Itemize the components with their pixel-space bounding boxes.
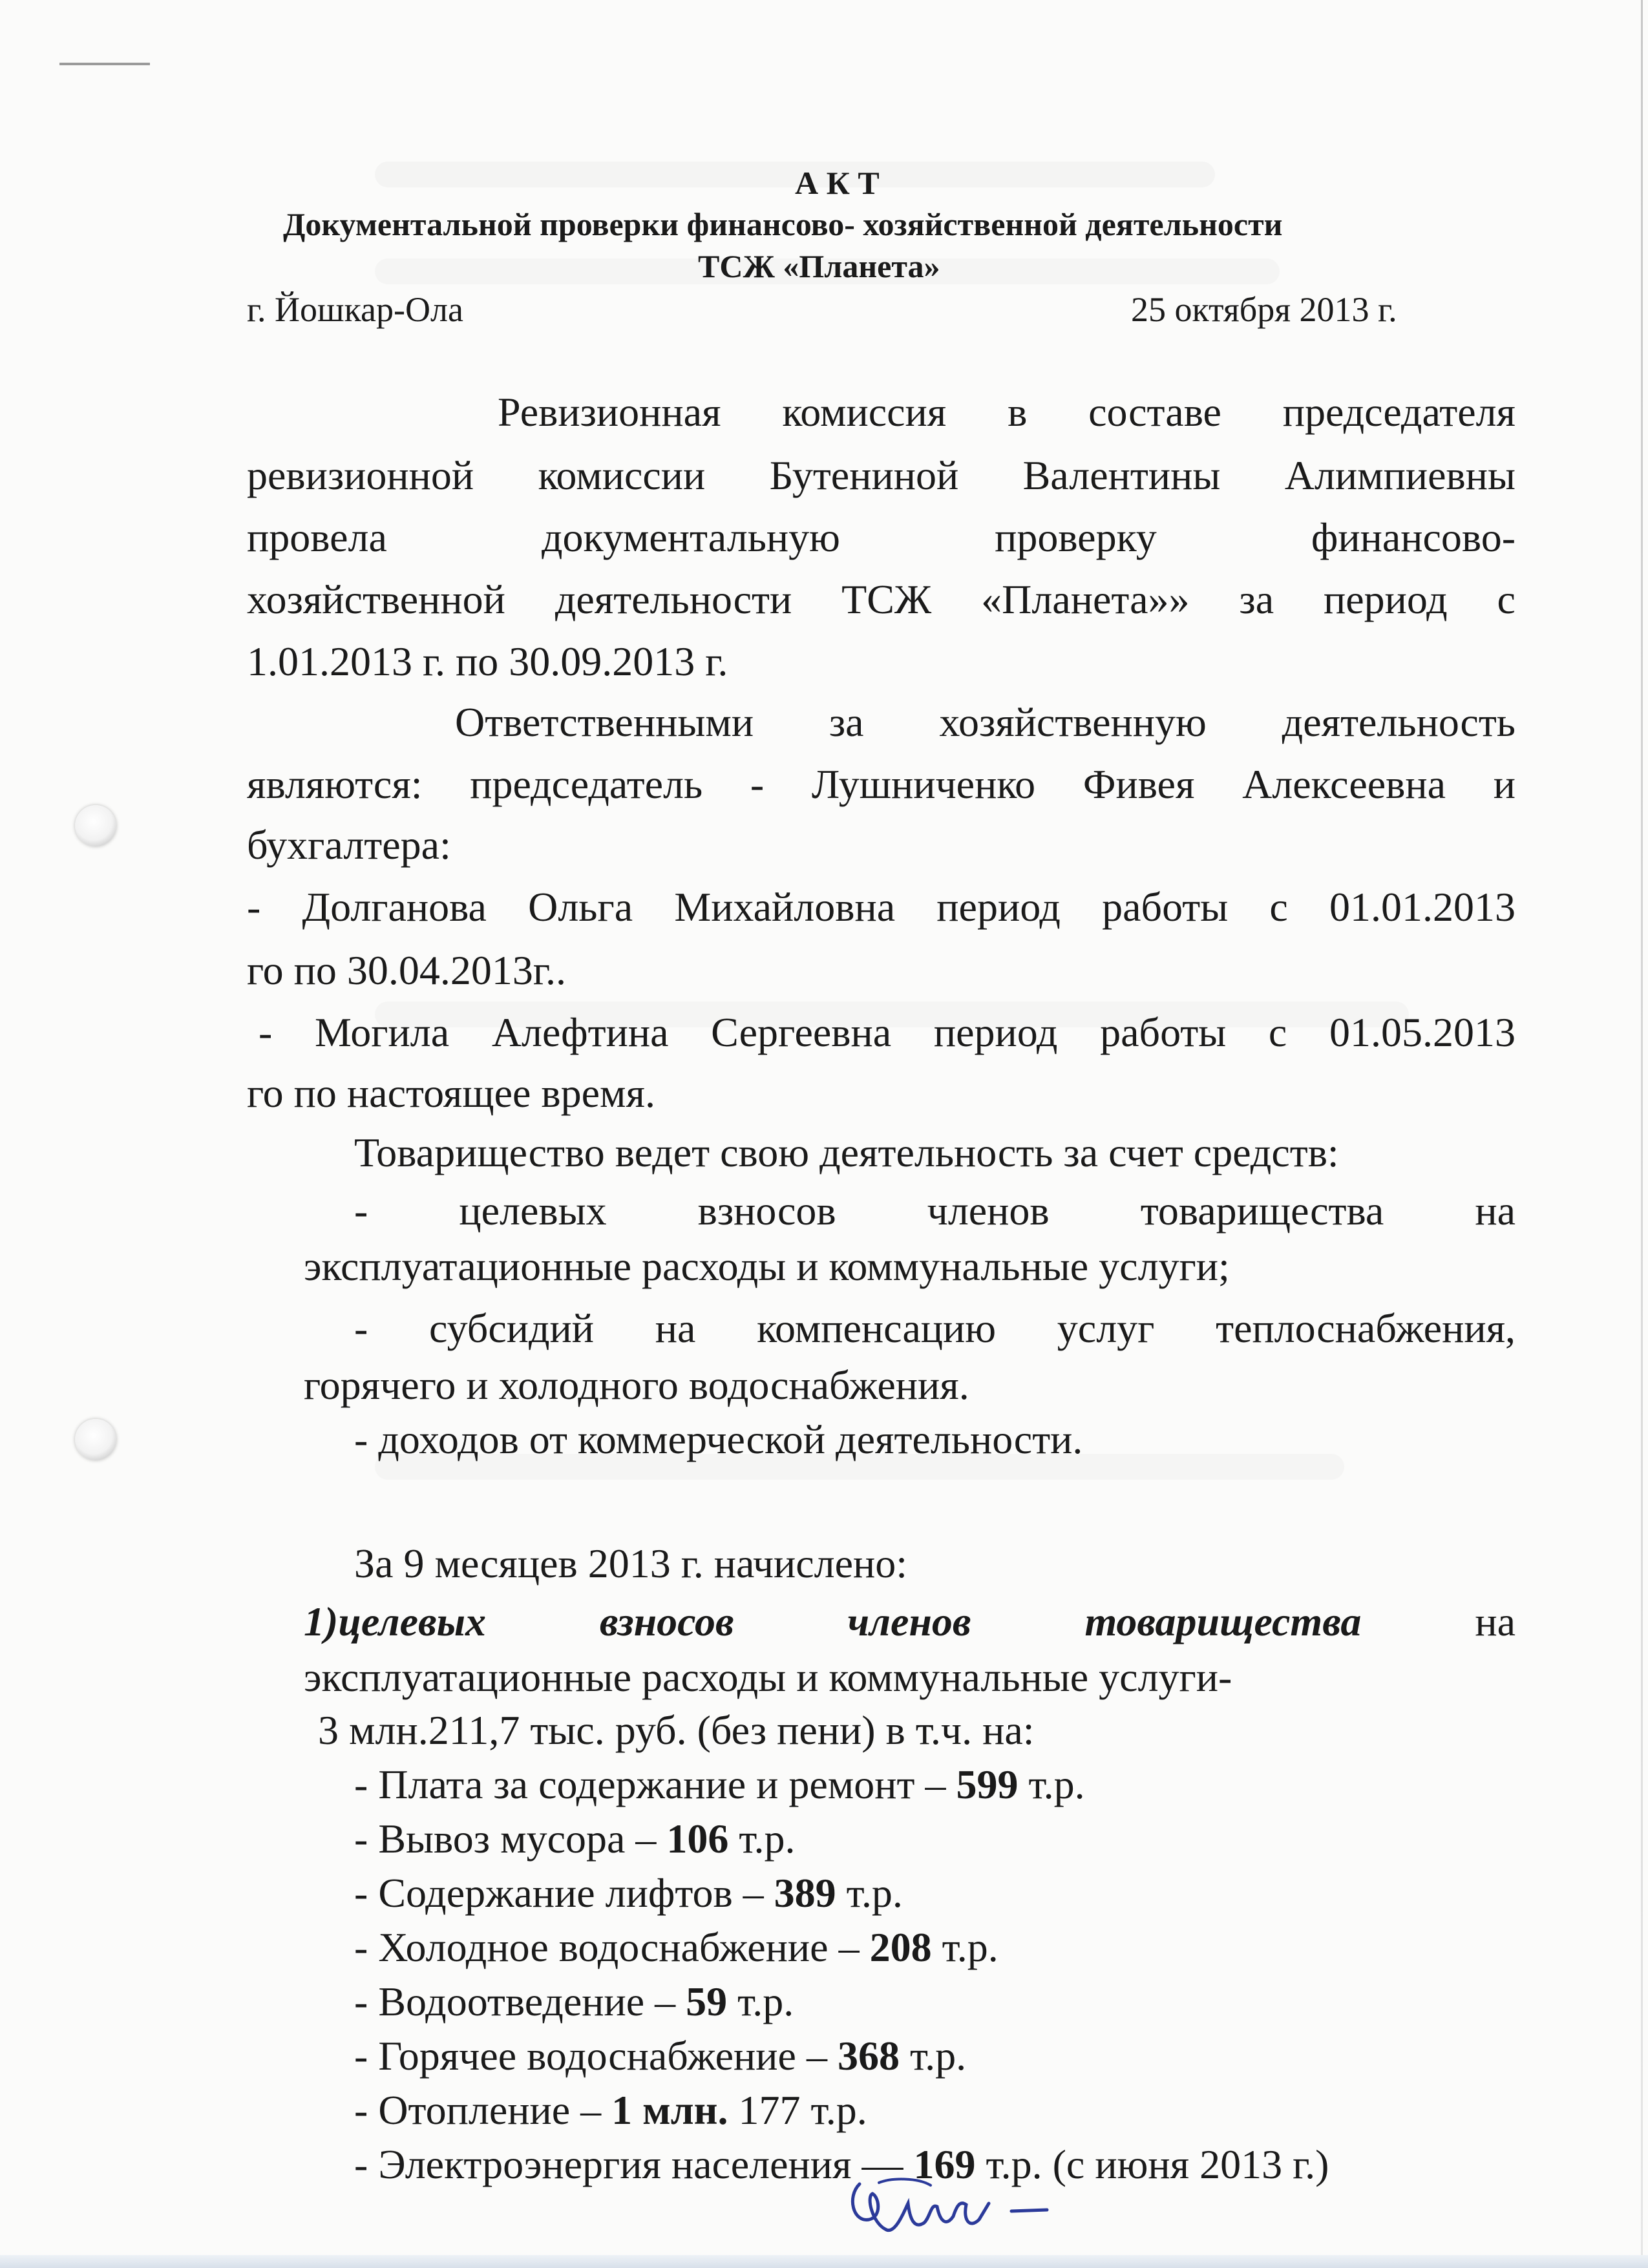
- paragraph-line: [455, 699, 1516, 745]
- list-item: - Горячее водоснабжение – 368 т.р.: [354, 2033, 967, 2079]
- word: -: [750, 761, 765, 807]
- word: за: [829, 699, 864, 745]
- word: товарищества: [1084, 1599, 1362, 1644]
- word: Алефтина: [491, 1009, 669, 1055]
- item-value: 1 млн.: [611, 2087, 728, 2133]
- paragraph-line: [259, 1009, 1516, 1055]
- list-item: - Плата за содержание и ремонт – 599 т.р.: [354, 1761, 1085, 1807]
- paragraph-line: бухгалтера:: [247, 822, 451, 868]
- word: взносов: [697, 1188, 836, 1234]
- list-number: 1): [304, 1599, 339, 1644]
- paragraph-line: За 9 месяцев 2013 г. начислено:: [354, 1540, 908, 1586]
- word: составе: [1088, 389, 1221, 435]
- paragraph-line: горячего и холодного водоснабжения.: [304, 1362, 969, 1408]
- word: членов: [847, 1599, 971, 1644]
- word: -: [247, 884, 261, 930]
- paragraph-line: [247, 452, 1516, 498]
- word: «Планета»»: [981, 576, 1190, 622]
- word: период: [1324, 576, 1448, 622]
- word: целевых: [338, 1599, 486, 1644]
- paragraph-line: го по настоящее время.: [247, 1070, 655, 1116]
- item-value: 208: [869, 1924, 932, 1970]
- word: теплоснабжения,: [1216, 1305, 1516, 1351]
- paragraph-line: [304, 1601, 1516, 1643]
- word: -: [354, 1305, 368, 1351]
- paragraph-line: [247, 514, 1516, 560]
- word: взносов: [599, 1599, 734, 1644]
- word: Долганова: [302, 884, 487, 930]
- word: на: [655, 1305, 696, 1351]
- word: период: [936, 884, 1061, 930]
- word: услуг: [1057, 1305, 1155, 1351]
- word: в: [1008, 389, 1028, 435]
- word: являются:: [247, 761, 423, 807]
- page-right-edge: [1641, 0, 1643, 2268]
- item-value: 59: [686, 1979, 728, 2024]
- list-item: - Холодное водоснабжение – 208 т.р.: [354, 1924, 998, 1970]
- punch-hole-icon: [75, 805, 116, 846]
- paragraph-line: [247, 576, 1516, 622]
- signature-icon: [834, 2158, 1066, 2255]
- word: документальную: [541, 514, 840, 560]
- word: на: [1475, 1188, 1516, 1234]
- paragraph-line: Товарищество ведет свою деятельность за счет средств:: [354, 1129, 1339, 1175]
- top-edge-mark: [59, 63, 150, 65]
- paragraph-line: эксплуатационные расходы и коммунальные услуги;: [304, 1243, 1230, 1289]
- document-city: г. Йошкар-Ола: [247, 290, 463, 329]
- word: Могила: [314, 1009, 450, 1055]
- word: 01.01.2013: [1329, 884, 1516, 930]
- word: с: [1269, 884, 1288, 930]
- word: деятельности: [555, 576, 792, 622]
- page-bottom-edge: [0, 2255, 1648, 2268]
- word: на: [1475, 1599, 1516, 1644]
- item-value: 599: [956, 1761, 1019, 1807]
- word: за: [1239, 576, 1274, 622]
- document-title: А К Т: [795, 165, 880, 201]
- word: работы: [1102, 884, 1229, 930]
- paragraph-line: 1.01.2013 г. по 30.09.2013 г.: [247, 638, 728, 684]
- paragraph-line: 3 млн.211,7 тыс. руб. (без пени) в т.ч. на:: [318, 1707, 1035, 1753]
- word: Лушниченко: [811, 761, 1036, 807]
- word: целевых: [459, 1188, 607, 1234]
- document-subtitle-org: ТСЖ «Планета»: [698, 248, 940, 284]
- word: Валентины: [1022, 452, 1221, 498]
- list-item: - Содержание лифтов – 389 т.р.: [354, 1870, 903, 1916]
- paragraph-line: [247, 884, 1516, 930]
- word: субсидий: [429, 1305, 595, 1351]
- word: период: [933, 1009, 1058, 1055]
- word: Алимпиевны: [1284, 452, 1516, 498]
- paragraph-line: [498, 389, 1516, 435]
- word: Михайловна: [674, 884, 896, 930]
- word: провела: [247, 514, 387, 560]
- word: работы: [1100, 1009, 1227, 1055]
- paragraph-line: [354, 1190, 1516, 1232]
- paragraph-line: эксплуатационные расходы и коммунальные услуги-: [304, 1654, 1232, 1700]
- word: ревизионной: [247, 452, 474, 498]
- word: товарищества: [1140, 1188, 1384, 1234]
- word: Ответственными: [455, 699, 754, 745]
- list-item: - Отопление – 1 млн. 177 т.р.: [354, 2087, 867, 2133]
- document-date: 25 октября 2013 г.: [1131, 290, 1397, 329]
- word: Алексеевна: [1242, 761, 1446, 807]
- word: Сергеевна: [711, 1009, 892, 1055]
- word: Ревизионная: [498, 389, 721, 435]
- word: комиссии: [538, 452, 706, 498]
- word: членов: [927, 1188, 1050, 1234]
- word: хозяйственной: [247, 576, 505, 622]
- word: председателя: [1282, 389, 1516, 435]
- list-item: - Электроэнергия населения — 169 т.р. (с июня 2013 г.): [354, 2141, 1329, 2187]
- word: ТСЖ: [841, 576, 932, 622]
- word: -: [259, 1009, 273, 1055]
- word: -: [354, 1188, 368, 1234]
- word: деятельность: [1282, 699, 1516, 745]
- word: компенсацию: [757, 1305, 997, 1351]
- word: 01.05.2013: [1329, 1009, 1516, 1055]
- word: Бутениной: [769, 452, 959, 498]
- word: председатель: [470, 761, 703, 807]
- paragraph-line: [247, 761, 1516, 807]
- word: Ольга: [528, 884, 633, 930]
- punch-hole-icon: [75, 1419, 116, 1460]
- word: хозяйственную: [939, 699, 1207, 745]
- paragraph-line: [354, 1305, 1516, 1351]
- paragraph-line: го по 30.04.2013г..: [247, 947, 566, 993]
- list-item: - Вывоз мусора – 106 т.р.: [354, 1816, 796, 1862]
- list-item: - Водоотведение – 59 т.р.: [354, 1979, 794, 2024]
- word: и: [1493, 761, 1516, 807]
- paragraph-line: - доходов от коммерческой деятельности.: [354, 1416, 1083, 1462]
- item-value: 368: [837, 2033, 900, 2079]
- item-value: 169: [913, 2141, 976, 2187]
- item-value: 389: [774, 1870, 836, 1916]
- word: комиссия: [782, 389, 947, 435]
- word: с: [1268, 1009, 1287, 1055]
- word: с: [1497, 576, 1516, 622]
- word: проверку: [995, 514, 1157, 560]
- word: Фивея: [1083, 761, 1195, 807]
- word: финансово-: [1311, 514, 1516, 560]
- document-subtitle: Документальной проверки финансово- хозяйственной деятельности: [283, 206, 1283, 242]
- item-value: 106: [666, 1816, 729, 1862]
